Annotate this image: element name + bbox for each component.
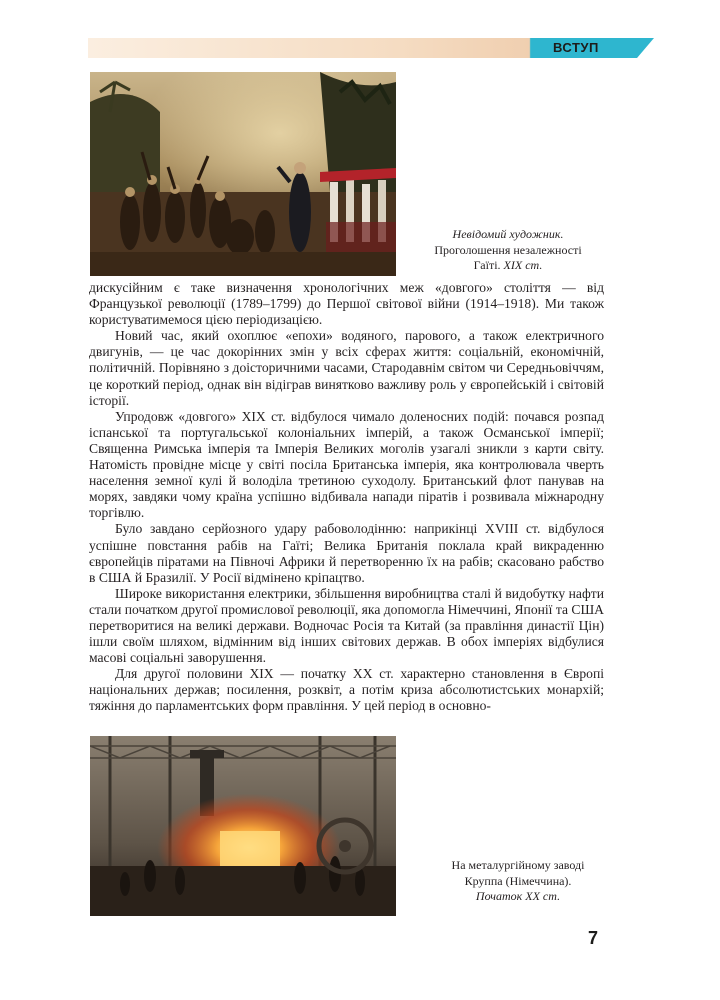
paragraph-4: Було завдано серйозного удару рабоволодінню: наприкінці XVIII ст. відбулося успішне повстання рабів на Гаїті; Велика Британія поклала край викраденню європейців піратами на Півночі Африки й перетворенню їх на рабів; скасовано рабство в США й Бразилії. У Росії відмінено кріпацтво. [89,521,604,585]
caption-line2: Круппа (Німеччина). [464,873,572,888]
figure-bottom-caption [418,858,618,905]
caption-author: Невідомий художник. [452,227,564,241]
caption-title-line2: Гаїті. [473,258,504,272]
caption-line1: На металургійному заводі [451,858,585,872]
krupp-steel-factory-painting [90,736,396,916]
paragraph-6: Для другої половини XIX — початку XX ст. характерно становлення в Європі національних держав; посилення, розквіт, а потім криза абсолютистських монархій; тяжіння до парламентських форм правління. У цей період в основно- [89,666,604,714]
figure-top-caption [408,227,608,274]
caption-date: Початок XX ст. [475,889,561,903]
haiti-independence-painting [90,72,396,276]
section-title: ВСТУП [553,40,599,55]
paragraph-2: Новий час, який охоплює «епохи» водяного, парового, а також електричного двигунів, — це час докорінних змін у всіх сферах життя: соціальній, економічній, політичній. Порівняно з доісторичними часами, Стародавнім світом чи Середньовіччям, це короткий період, однак він відіграв винятково важливу роль у європейській і світовій історії. [89,328,604,408]
caption-title-line1: Проголошення незалежності [434,242,582,257]
paragraph-3: Упродовж «довгого» XIX ст. відбулося чимало доленосних подій: почався розпад іспанської та португальської колоніальних імперій, а також Османської імперії; Священна Римська імперія та Імперія Великих моголів узагалі зникли з карти світу. Натомість провідне місце у світі посіла Британська імперія, яка контролювала чверть населення земної кулі й володіла третиною суходолу. Британський флот панував на морях, завдяки чому країна успішно відбивала напади піратів і розвивала міжнародну торгівлю. [89,408,604,521]
paragraph-1: дискусійним є таке визначення хронологічних меж «довгого» століття — від Французької революції (1789–1799) до Першої світової війни (1914–1918). Ми також користуватимемося цією періодизацією. [89,280,604,328]
body-text [89,280,604,715]
paragraph-5: Широке використання електрики, збільшення виробництва сталі й видобутку нафти стали початком другої промислової революції, яка допомогла Німеччині, Японії та США перетворитися на великі держави. Водночас Росія та Китай (за правління династії Цін) ішли своїм шляхом, відмінним від інших світових держав. В обох імперіях відбулися масові соціальні заворушення. [89,585,604,666]
caption-date: XIX ст. [503,258,543,272]
page-number: 7 [588,928,599,948]
